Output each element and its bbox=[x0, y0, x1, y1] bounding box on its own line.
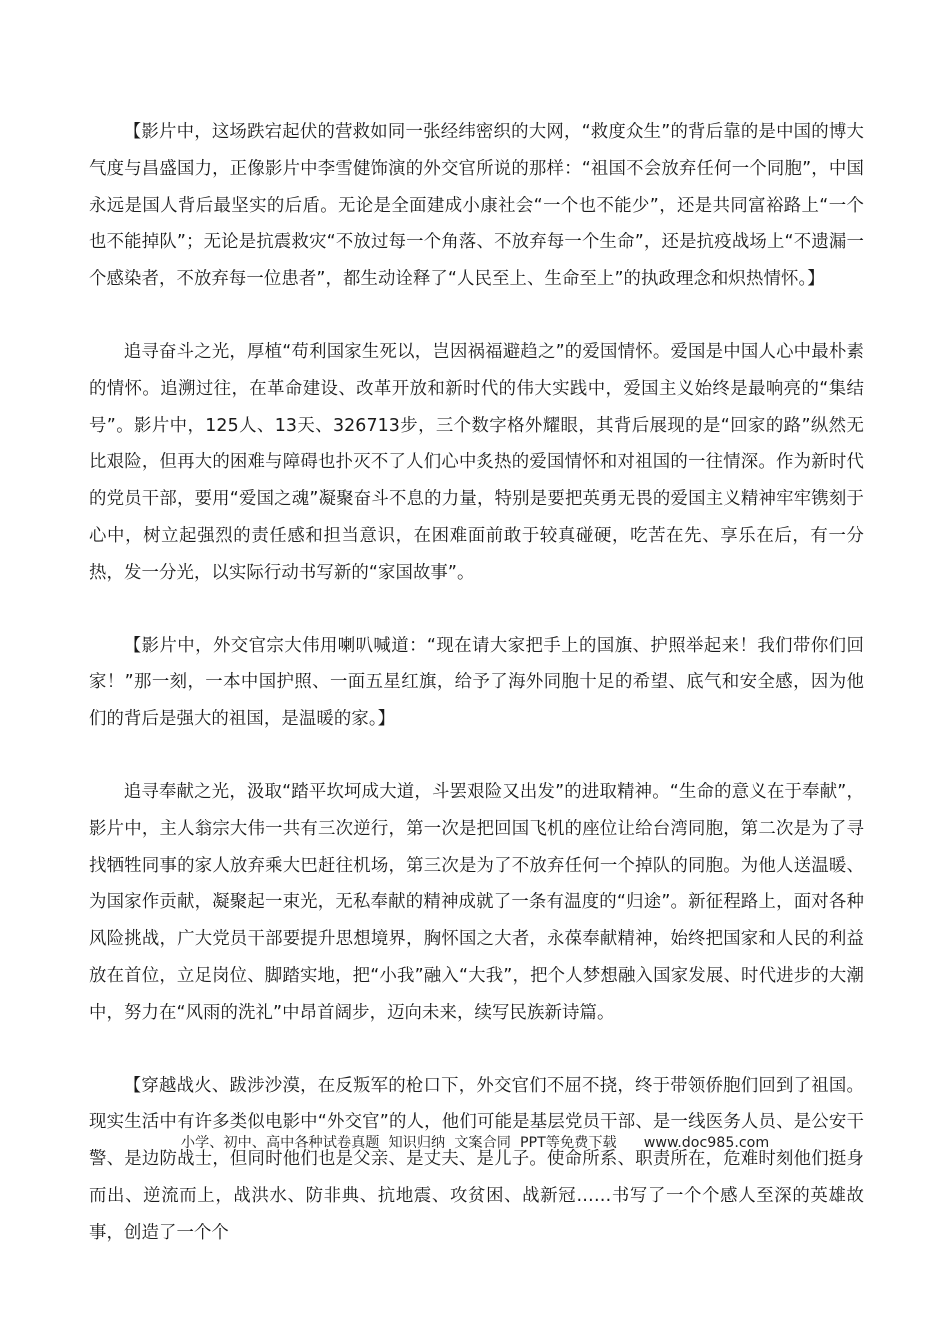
paragraph-3: 【影片中，外交官宗大伟用喇叭喊道：“现在请大家把手上的国旗、护照举起来！我们带你们回家！”那一刻，一本中国护照、一面五星红旗，给予了海外同胞十足的希望、底气和安全感，因为他们的背后是强大的祖国，是温暖的家。】 bbox=[89, 635, 864, 730]
paragraph-1: 【影片中，这场跌宕起伏的营救如同一张经纬密织的大网，“救度众生”的背后靠的是中国的博大气度与昌盛国力，正像影片中李雪健饰演的外交官所说的那样：“祖国不会放弃任何一个同胞”，中国永远是国人背后最坚实的后盾。无论是全面建成小康社会“一个也不能少”，还是共同富裕路上“一个也不能掉队”；无论是抗震救灾“不放过每一个角落、不放弃每一个生命”，还是抗疫战场上“不遗漏一个感染者，不放弃每一位患者”，都生动诠释了“人民至上、生命至上”的执政理念和炽热情怀。】 bbox=[89, 122, 864, 290]
paragraph-5: 【穿越战火、跋涉沙漠，在反叛军的枪口下，外交官们不屈不挠，终于带领侨胞们回到了祖国。现实生活中有许多类似电影中“外交官”的人，他们可能是基层党员干部、是一线医务人员、是公安干警、是边防战士，但同时他们也是父亲、是丈夫、是儿子。使命所系、职责所在，危难时刻他们挺身而出、逆流而上，战洪水、防非典、抗地震、攻贫困、战新冠……书写了一个个感人至深的英雄故事，创造了一个个 bbox=[89, 1075, 864, 1243]
paragraph-4: 追寻奉献之光，汲取“踏平坎坷成大道，斗罢艰险又出发”的进取精神。“生命的意义在于奉献”，影片中，主人翁宗大伟一共有三次逆行，第一次是把回国飞机的座位让给台湾同胞，第二次是为了寻找牺牲同事的家人放弃乘大巴赶往机场，第三次是为了不放弃任何一个掉队的同胞。为他人送温暖、为国家作贡献，凝聚起一束光，无私奉献的精神成就了一条有温度的“归途”。新征程路上，面对各种风险挑战，广大党员干部要提升思想境界，胸怀国之大者，永葆奉献精神，始终把国家和人民的利益放在首位，立足岗位、脚踏实地，把“小我”融入“大我”，把个人梦想融入国家发展、时代进步的大潮中，努力在“风雨的洗礼”中昂首阔步，迈向未来，续写民族新诗篇。 bbox=[89, 781, 864, 1023]
document-body bbox=[89, 114, 864, 1252]
paragraph-2: 追寻奋斗之光，厚植“苟利国家生死以，岂因祸福避趋之”的爱国情怀。爱国是中国人心中最朴素的情怀。追溯过往，在革命建设、改革开放和新时代的伟大实践中，爱国主义始终是最响亮的“集结号”。影片中，125人、13天、326713步，三个数字格外耀眼，其背后展现的是“回家的路”纵然无比艰险，但再大的困难与障碍也扑灭不了人们心中炙热的爱国情怀和对祖国的一往情深。作为新时代的党员干部，要用“爱国之魂”凝聚奋斗不息的力量，特别是要把英勇无畏的爱国主义精神牢牢镌刻于心中，树立起强烈的责任感和担当意识，在困难面前敢于较真碰硬，吃苦在先、享乐在后，有一分热，发一分光，以实际行动书写新的“家国故事”。 bbox=[89, 341, 864, 583]
page-footer: 小学、初中、高中各种试卷真题 知识归纳 文案合同 PPT等免费下载 www.doc985.com bbox=[180, 1135, 770, 1151]
